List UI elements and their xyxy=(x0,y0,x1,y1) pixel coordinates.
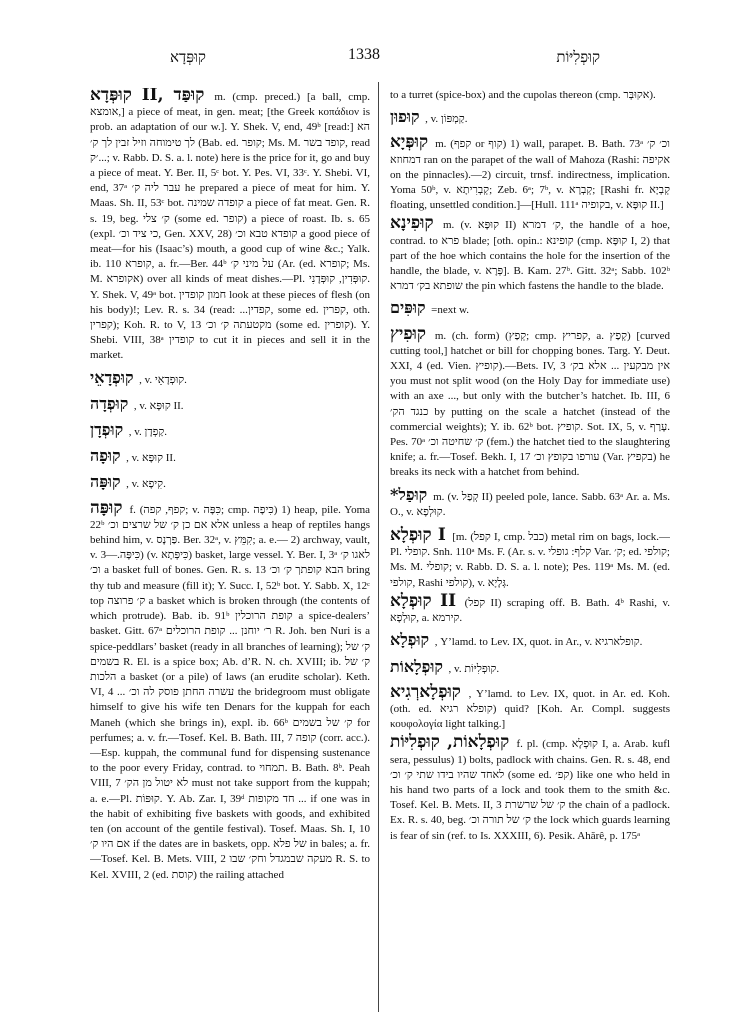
entry-definition: m. (v. קוּפָּא II) ק׳ דמרא, the handle of a hoe, contrad. to פרא blade; [oth. opin.: קופינא (cmp. קוּפָּא I, 2) that part of the hoe which contains the hole for the insertion of the handle, the blade, v. פְּרָא]. B. Kam. 27ᵇ. Gitt. 32ᵃ; Sabb. 102ᵇ שופתא בק׳ דמרא the pin which fastens the handle to the blade. xyxy=(390,219,670,293)
entry-definition: [m. (קפל I, cmp. כבל) metal rim on bags, lock.—Pl. קופלי. Snh. 110ᵃ Ms. F. (Ar. s. v. קלף: גופלי Var. ק׳; ed. קולפי; Ms. M. קופלי; v. Rabb. D. S. a. l. note); Pes. 119ᵃ Ms. M. (ed. קולפי, Rashi קולפי), v. גְּלָיָא. xyxy=(390,531,670,589)
entry-headword: קוּפִּים xyxy=(390,298,432,318)
entry-definition: , v. קַמְפּוֹן. xyxy=(425,113,468,126)
dictionary-entry xyxy=(90,393,370,414)
dictionary-entry xyxy=(90,422,370,440)
entry-headword: קוּפְדָאֵי xyxy=(90,367,140,387)
entry-definition: , Y’lamd. to Lev. IX, quot. in Ar., v. קופלארגיא. xyxy=(434,636,643,649)
entry-headword: קוּפְלָאוֹת, קוּפְלִיּוֹת xyxy=(390,732,517,753)
dictionary-entry xyxy=(390,109,670,127)
entry-headword: קוּפִיץ xyxy=(390,323,435,344)
entry-definition: , v. קוּפְדָאֵי. xyxy=(139,373,187,386)
dictionary-entry xyxy=(390,681,670,733)
entry-headword: קוּפְדָה xyxy=(90,393,134,413)
entry-headword: קוּפְּיָא xyxy=(390,132,436,153)
dictionary-entry xyxy=(390,323,670,481)
entry-headword: *קוּפַל xyxy=(390,484,434,504)
page-number: 1338 xyxy=(348,46,380,63)
entry-definition: , v. קוּפָּא II. xyxy=(126,452,176,465)
entry-definition: =next w. xyxy=(431,304,469,317)
running-head-right: קוּפְלִיּוֹת xyxy=(556,48,600,66)
entry-definition: to a turret (spice-box) and the cupolas thereon (cmp. אקוּבְּר). xyxy=(390,89,656,101)
entry-headword: קוּפוּן xyxy=(390,107,426,127)
right-column xyxy=(390,88,670,1010)
dictionary-entry xyxy=(390,484,670,520)
dictionary-entry xyxy=(90,448,370,466)
dictionary-entry xyxy=(390,656,670,677)
entry-headword: קוּפְלָאוֹת xyxy=(390,656,449,676)
dictionary-entry xyxy=(90,367,370,388)
dictionary-entry xyxy=(390,132,670,213)
entry-headword: קוּפְּדָא II, קוּפַּד xyxy=(90,88,215,105)
entry-headword: קוּפָּה xyxy=(90,472,127,492)
entry-headword: קוּפְלָא II xyxy=(390,590,465,611)
dictionary-entry xyxy=(90,88,370,364)
entry-definition: , v. קוּפְלִיּוֹת. xyxy=(448,662,500,675)
dictionary-entry xyxy=(390,525,670,591)
entry-headword: קוּפִינָא xyxy=(390,213,443,234)
entry-headword: קוּפְלָא I xyxy=(390,525,453,546)
entry-definition: m. (v. קְפַל II) peeled pole, lance. Sabb. 63ᵃ Ar. a. Ms. O., v. קוּלְפָא. xyxy=(390,490,670,518)
entry-definition: m. (קפף or קוף) 1) wall, parapet. B. Bath. 73ᵃ וכ׳ ק׳ דמחוזא ran on the parapet of the wall of Mahoza (Rashi: אקיפה on the pinnacles).—2) circuit, trnsf. indirectness, implication. Yoma 50ᵇ, v. קְבְרִיתָא; Zeb. 6ᵃ; 7ᵇ, v. קְבְרָא; [Rashi fr. קְבְיָא floating, unsettled condition.]—[Hull. 111ᵃ בקופיה, v. קוּפָּא II.] xyxy=(390,138,670,212)
dictionary-entry xyxy=(390,732,670,843)
entry-headword: קוּפְלָא xyxy=(390,630,435,650)
entry-definition: (קפל II) scraping off. B. Bath. 4ᵇ Rashi, v. קוּלְפָא, a. קירמא. xyxy=(390,596,670,625)
dictionary-entry xyxy=(390,300,670,318)
entry-definition: , v. קַפְדָן. xyxy=(128,426,168,439)
dictionary-entry xyxy=(390,88,670,103)
entry-definition: , v. קִיפָא. xyxy=(126,478,166,491)
entry-definition: f. pl. (cmp. קוּפְלָא I, a. Arab. kufl sera, pessulus) 1) bolts, padlock with chains. Gen. R. s. 48, end לאחד שהיו בידו שתי ק׳ וכ׳ (some ed. קפ׳) like one who held in his hand two parts of a lock and took them to the smith &c. Tosef. Kel. B. Mets. II, 3 ק׳ של שרשרת the chain of a padlock. Ex. R. s. 40, beg. ק׳ של תורה וכ׳ the lock which guards learning is fear of sin (ref. to Is. XXXIII, 6). Pesik. Ahărê, p. 175ᵃ xyxy=(390,738,670,842)
dictionary-entry xyxy=(390,590,670,626)
entry-definition: m. (ch. form) (קְפַץ; cmp. קפריץ, a. קְפַץ) [curved cutting tool,] hatchet or bill for chopping bones. Targ. Y. Deut. XXI, 4 (ed. Vien. קופיץ).—Bets. IV, 3 אין מבקעין ... אלא בק׳ you must not split wood (on the Holy Day for immediate use) with an axe ..., but only with the butcher’s hatchet. Ib. III, 6 כנגד הק׳ by putting on the scale a hatchet (instead of the commercial weights); Y. ib. 62ᵇ bot. קופיץ. Sot. IX, 5, v. עָרַף. Pes. 70ᵃ ק׳ שחיטה וכ׳ (fem.) the hatchet tied to the slaughtering knife; a. fr.—Tosef. Bekh. I, 17 עורפו בקופץ וכ׳ (Var. בקפיץ) he breaks its neck with a hatchet from behind. xyxy=(390,329,670,479)
entry-headword: קוּפְדָן xyxy=(90,420,129,440)
dictionary-entry xyxy=(90,497,370,883)
running-head-left: קוּפְּדָא xyxy=(170,48,206,66)
entry-headword: קוּפְלָארְגִיא xyxy=(390,681,469,702)
entry-definition: f. (קפף, קפה; v. כִּפָּה; cmp. כִּיפָה) 1) heap, pile. Yoma 22ᵇ אלא אם כן ק׳ של שרצים וכ׳ unless a heap of reptiles hangs behind him, v. פַּרְנָס. Ber. 32ᵃ, v. קִמֵּץ; a. e.— 2) archway, vault, v. כִּיפָּה.—3) (v. כִּיפְּתָא) basket, large vessel. Y. Ber. I, 3ᵃ לאגו ק׳ וכ׳ a basket full of bones. Gen. R. s. 13 הבא קופתך ק׳ וכ׳ bring thy tub and measure (fill it); Y. Succ. I, 52ᵇ bot. Y. Sabb. X, 12ᶜ top ק׳ פרוצה a basket which is broken through (the contents of which protrude). Bab. ib. 91ᵇ קופת הרוכלין a spice-dealers’ basket. Gitt. 67ᵃ ר׳ יוחנן ... קופת הרוכלים R. Joh. ben Nuri is a spice-peddlars’ basket (ready in all branches of learning); ק׳ של בשמים R. El. is a spice box; Ab. d’R. N. ch. XVIII; ib. ק׳ של הלכות a basket (or a pile) of laws (an erudite scholar). Keth. VI, 4 ... עשרה החתן פוסק לה וכ׳ the bridegroom must obligate himself to give his wife ten Denars for the kuppah for each Maneh (which she brings in), expl. ib. 66ᵇ ק׳ של בשמים for perfumes; a. v. fr.—Tosef. Kel. B. Bath. III, 7 קופה (corr. acc.).—Esp. kuppah, the communal fund for dispensing sustenance to the poor every Friday, contrad. to תמחוי. B. Bath. 8ᵇ. Peah VIII, 7 לא יטול מן הק׳ must not take support from the kuppah; a. e.—Pl. קוּפּוֹת. Y. Ab. Zar. I, 39ᵈ חד מקופות ... if one was in the habit of exhibiting five baskets with goods, and exhibited ten (on account of the gentile festival). Tosef. Maas. Sh. I, 10 אם היו ק׳ if the dates are in baskets, opp. של פלא in bales; a. fr.—Tosef. Kel. B. Mets. VIII, 2 מעקה שבמגדל וחק׳ שבו R. S. to Kel. XVIII, 2 (ed. קוסת) the railing attached xyxy=(90,503,370,881)
page-header xyxy=(100,44,660,68)
entry-headword: קוּפָּה xyxy=(90,497,130,518)
entry-headword: קוּפָה xyxy=(90,446,127,466)
dictionary-entry xyxy=(390,213,670,294)
column-divider xyxy=(378,82,379,1012)
dictionary-entry xyxy=(90,474,370,492)
entry-definition: , Y’lamd. to Lev. IX, quot. in Ar. ed. Koh. (oth. ed. קופלא רגיא) quid? [Koh. Ar. Compl. suggests κουφολογία light talking.] xyxy=(390,687,670,731)
entry-definition: m. (cmp. preced.) [a ball, cmp. אומצא,] a piece of meat, in gen. meat; [the Greek κοπάδιον is prob. an adaptation of our w.]. Y. Shek. V, end, 49ᵇ [read:] הא לך טימוחה וזיל זבין לך ק׳ (Bab. ed. קופר; Ms. M. קופד בשר, read ׳ק...; v. Rabb. D. S. a. l. note) here is the price for it, go and buy a piece of meat. Y. Ber. II, 5ᶜ bot. Y. Pes. VI, 33ᶜ. Y. Shebi. VI, end, 37ᵃ עבר ליה ק׳ he prepared a piece of meat for him. Y. Maas. Sh. II, 53ᶜ bot. קופדה שמינה a piece of fat meat. Gen. R. s. 19, beg. ק׳ צלי (some ed. קופר) a piece of roast. Ib. s. 65 (expl. כי ציד וכ׳, Gen. XXV, 28) קופדא טבא וכ׳ a good piece of meat—for his (Isaac’s) mouth, a good cup of wine &c.; Yalk. ib. 110 קופרא, a. fr.—Ber. 44ᵇ על מיני ק׳ (Ar. (ed. קופרא; Ms. M. אקופרא) over all kinds of meat dishes.—Pl. קוּפְּדִין, קוּפְּדָנִי. Y. Shek. V, 49ᵃ bot. חמון קופדין look at these pieces of flesh (on his body)!; Lev. R. s. 34 (read: ...קפדין, some ed. קפרין, oth. קפרין); Koh. R. to V, 13 מקטעתה ק׳ וכ׳ (some ed. קופרין). Y. Shebi. VIII, 38ᵃ קופדין to cut it in pieces and sell it in the market. xyxy=(90,91,370,362)
entry-definition: , v. קוּפָּא II. xyxy=(133,399,184,412)
left-column xyxy=(90,88,370,1010)
dictionary-entry xyxy=(390,632,670,650)
